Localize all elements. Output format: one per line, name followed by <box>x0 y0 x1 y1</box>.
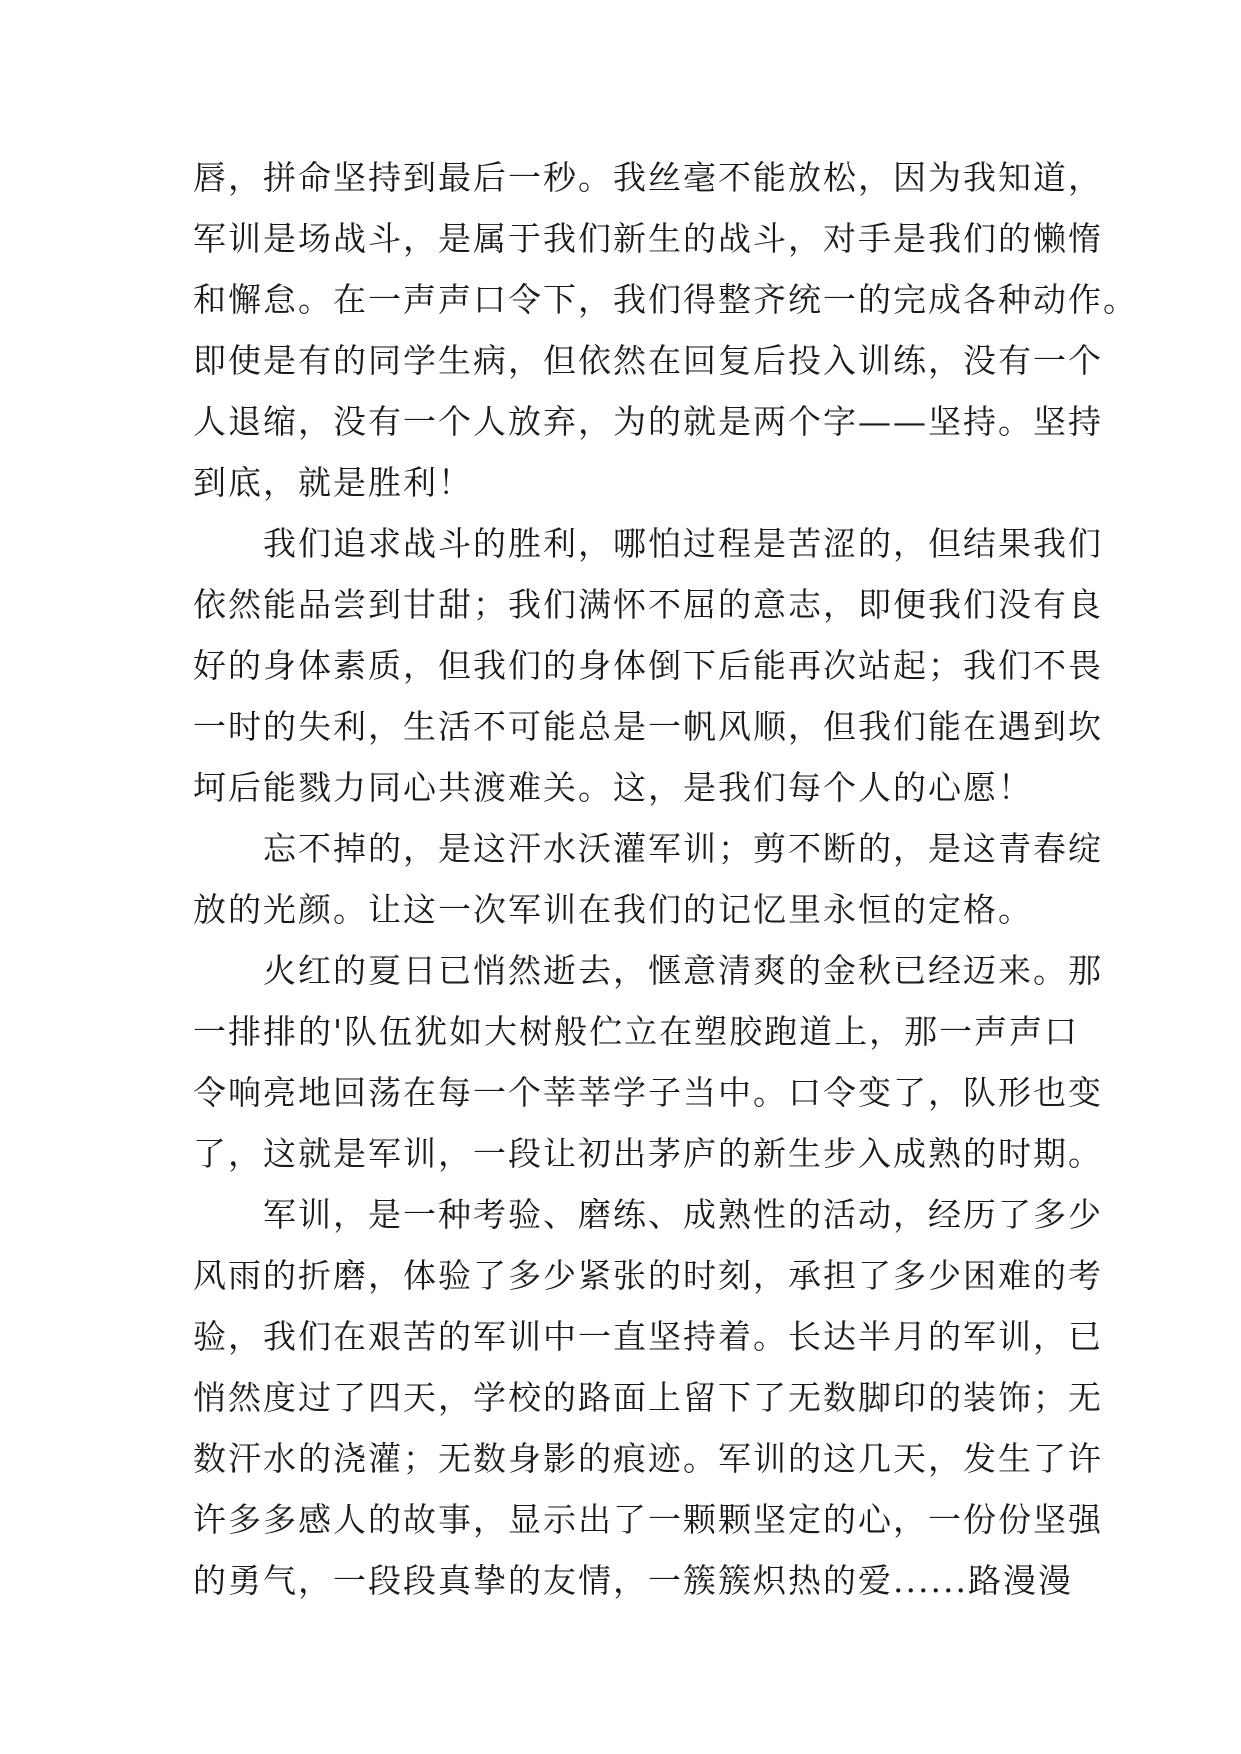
text-line: 人退缩，没有一个人放弃，为的就是两个字——坚持。坚持 <box>193 402 1103 441</box>
text-line: 依然能品尝到甘甜；我们满怀不屈的意志，即便我们没有良 <box>193 585 1103 624</box>
text-line: 悄然度过了四天，学校的路面上留下了无数脚印的装饰；无 <box>193 1378 1103 1417</box>
text-line: 军训，是一种考验、磨练、成熟性的活动，经历了多少 <box>193 1195 1103 1234</box>
text-line: 火红的夏日已悄然逝去，惬意清爽的金秋已经迈来。那 <box>193 951 1103 990</box>
text-line: 了，这就是军训，一段让初出茅庐的新生步入成熟的时期。 <box>193 1134 1103 1173</box>
text-line: 的勇气，一段段真挚的友情，一簇簇炽热的爱......路漫漫 <box>193 1561 1073 1600</box>
text-line: 和懈怠。在一声声口令下，我们得整齐统一的完成各种动作。 <box>193 280 1138 319</box>
text-line: 许多多感人的故事，显示出了一颗颗坚定的心，一份份坚强 <box>193 1500 1103 1539</box>
body-text <box>193 158 1138 1622</box>
text-line: 数汗水的浇灌；无数身影的痕迹。军训的这几天，发生了许 <box>193 1439 1103 1478</box>
text-line: 一排排的'队伍犹如大树般伫立在塑胶跑道上，那一声声口 <box>193 1012 1080 1051</box>
text-line: 坷后能戮力同心共渡难关。这，是我们每个人的心愿！ <box>193 768 1033 807</box>
text-line: 忘不掉的，是这汗水沃灌军训；剪不断的，是这青春绽 <box>193 829 1103 868</box>
text-line: 军训是场战斗，是属于我们新生的战斗，对手是我们的懒惰 <box>193 219 1103 258</box>
text-line: 一时的失利，生活不可能总是一帆风顺，但我们能在遇到坎 <box>193 707 1103 746</box>
text-line: 放的光颜。让这一次军训在我们的记忆里永恒的定格。 <box>193 890 1033 929</box>
text-line: 风雨的折磨，体验了多少紧张的时刻，承担了多少困难的考 <box>193 1256 1103 1295</box>
text-line: 令响亮地回荡在每一个莘莘学子当中。口令变了，队形也变 <box>193 1073 1103 1112</box>
text-line: 即使是有的同学生病，但依然在回复后投入训练，没有一个 <box>193 341 1103 380</box>
text-line: 到底，就是胜利！ <box>193 463 473 502</box>
text-line: 唇，拼命坚持到最后一秒。我丝毫不能放松，因为我知道， <box>193 158 1103 197</box>
text-line: 我们追求战斗的胜利，哪怕过程是苦涩的，但结果我们 <box>193 524 1103 563</box>
text-line: 验，我们在艰苦的军训中一直坚持着。长达半月的军训，已 <box>193 1317 1103 1356</box>
text-line: 好的身体素质，但我们的身体倒下后能再次站起；我们不畏 <box>193 646 1103 685</box>
